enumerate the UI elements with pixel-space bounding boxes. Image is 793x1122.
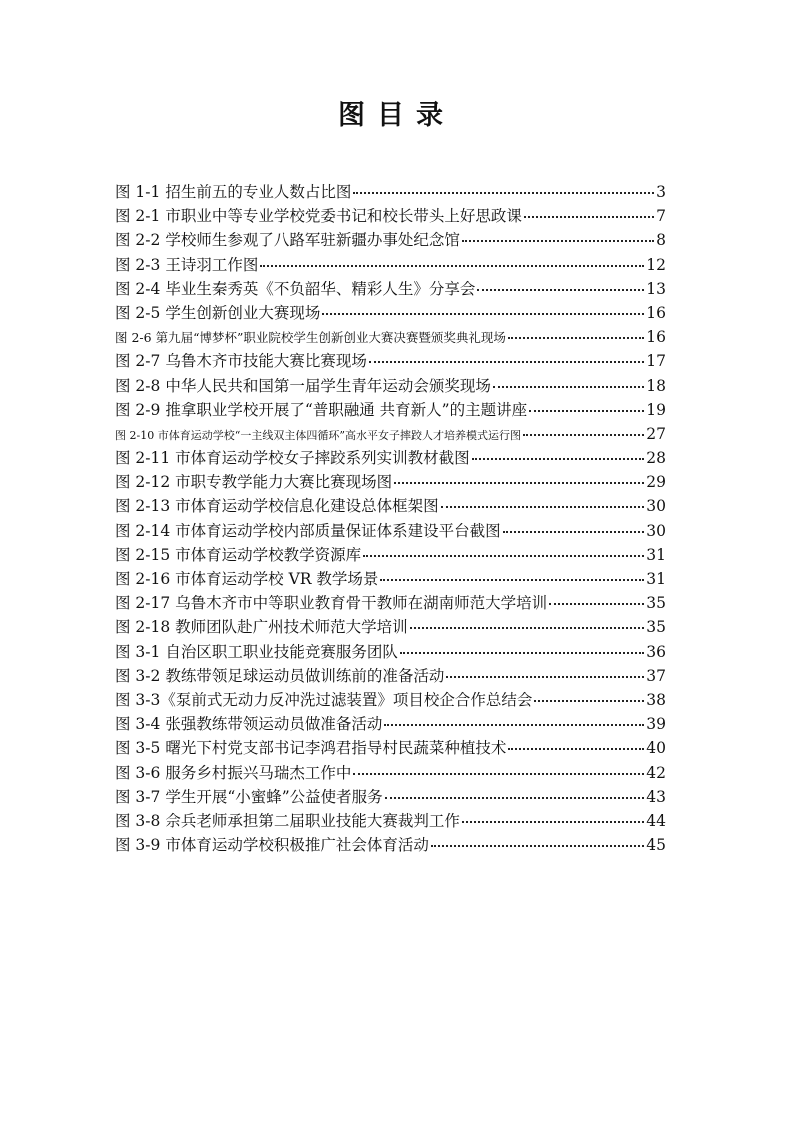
entry-label: 图 2-17 乌鲁木齐市中等职业教育骨干教师在湖南师范大学培训 (115, 594, 548, 613)
entry-page: 36 (646, 642, 666, 661)
toc-entry[interactable] (115, 253, 666, 277)
entry-page: 8 (656, 231, 666, 250)
entry-page: 45 (646, 836, 666, 855)
dot-leader (400, 651, 644, 654)
entry-label: 图 1-1 招生前五的专业人数占比图 (115, 183, 352, 201)
entry-page: 16 (646, 303, 666, 322)
toc-entry[interactable] (115, 761, 666, 785)
entry-label: 图 2-10 市体育运动学校“一主线双主体四循环”高水平女子摔跤人才培养模式运行图 (115, 428, 521, 442)
dot-leader (441, 505, 645, 508)
dot-leader (462, 239, 654, 242)
dot-leader (493, 385, 644, 388)
dot-leader (534, 699, 644, 702)
dot-leader (508, 336, 644, 339)
entry-page: 44 (646, 811, 666, 830)
entry-label: 图 3-8 佘兵老师承担第二届职业技能大赛裁判工作 (115, 811, 460, 830)
entry-label: 图 2-16 市体育运动学校 VR 教学场景 (115, 570, 379, 588)
dot-leader (394, 481, 644, 484)
entry-label: 图 2-2 学校师生参观了八路军驻新疆办事处纪念馆 (115, 231, 460, 250)
entry-page: 18 (646, 376, 666, 395)
entry-label: 图 3-6 服务乡村振兴马瑞杰工作中 (115, 763, 352, 782)
toc-entry[interactable] (115, 688, 666, 712)
entry-label: 图 3-3《泵前式无动力反冲洗过滤装置》项目校企合作总结会 (115, 690, 533, 709)
toc-entry[interactable] (115, 640, 666, 664)
toc-entry[interactable] (115, 494, 666, 518)
entry-page: 13 (646, 279, 666, 298)
toc-entry[interactable] (115, 615, 666, 639)
dot-leader (322, 312, 644, 315)
entry-label: 图 3-9 市体育运动学校积极推广社会体育活动 (115, 836, 429, 855)
dot-leader (384, 723, 644, 726)
dot-leader (446, 675, 644, 678)
entry-page: 42 (646, 763, 666, 782)
dot-leader (523, 433, 644, 436)
toc-entry[interactable] (115, 470, 666, 494)
toc-entry[interactable] (115, 446, 666, 470)
entry-label: 图 2-5 学生创新创业大赛现场 (115, 303, 321, 322)
entry-label: 图 2-9 推拿职业学校开展了“普职融通 共育新人”的主题讲座 (115, 400, 528, 419)
entry-page: 31 (646, 545, 666, 564)
dot-leader (462, 820, 644, 823)
toc-entry[interactable] (115, 325, 666, 349)
dot-leader (477, 288, 644, 291)
toc-entry[interactable] (115, 809, 666, 833)
entry-label: 图 2-18 教师团队赴广州技术师范大学培训 (115, 618, 408, 637)
entry-label: 图 3-1 自治区职工职业技能竞赛服务团队 (115, 642, 398, 661)
entry-label: 图 2-1 市职业中等专业学校党委书记和校长带头上好思政课 (115, 207, 522, 226)
dot-leader (529, 409, 644, 412)
toc-entry[interactable] (115, 349, 666, 373)
toc-entry[interactable] (115, 664, 666, 688)
toc-entry[interactable] (115, 277, 666, 301)
entry-label: 图 3-7 学生开展“小蜜蜂”公益使者服务 (115, 787, 383, 806)
dot-leader (385, 796, 645, 799)
entry-label: 图 2-15 市体育运动学校教学资源库 (115, 545, 362, 564)
entry-page: 30 (646, 497, 666, 516)
entry-label: 图 2-12 市职专教学能力大赛比赛现场图 (115, 473, 393, 492)
entry-label: 图 3-2 教练带领足球运动员做训练前的准备活动 (115, 666, 445, 685)
entry-label: 图 2-4 毕业生秦秀英《不负韶华、精彩人生》分享会 (115, 279, 476, 298)
dot-leader (353, 772, 644, 775)
dot-leader (472, 457, 645, 460)
entry-page: 28 (646, 449, 666, 468)
dot-leader (353, 191, 654, 194)
toc-entry[interactable] (115, 591, 666, 615)
entry-page: 31 (646, 570, 666, 588)
entry-page: 29 (646, 473, 666, 492)
toc-entry[interactable] (115, 519, 666, 543)
entry-page: 38 (646, 690, 666, 709)
toc-entry[interactable] (115, 543, 666, 567)
toc-entry[interactable] (115, 398, 666, 422)
dot-leader (410, 626, 645, 629)
toc-entry[interactable] (115, 228, 666, 252)
dot-leader (508, 747, 644, 750)
dot-leader (380, 578, 644, 581)
entry-page: 16 (646, 328, 666, 347)
dot-leader (549, 602, 644, 605)
entry-label: 图 2-11 市体育运动学校女子摔跤系列实训教材截图 (115, 449, 470, 468)
entry-page: 19 (646, 400, 666, 419)
entry-page: 27 (646, 424, 666, 443)
entry-page: 40 (646, 739, 666, 758)
entry-page: 35 (646, 618, 666, 637)
entry-page: 12 (646, 255, 666, 274)
entry-page: 30 (646, 521, 666, 540)
entry-page: 3 (656, 183, 666, 201)
entry-label: 图 2-8 中华人民共和国第一届学生青年运动会颁奖现场 (115, 376, 491, 395)
dot-leader (431, 844, 644, 847)
dot-leader (369, 360, 644, 363)
entry-label: 图 3-5 曙光下村党支部书记李鸿君指导村民蔬菜种植技术 (115, 739, 507, 758)
entry-label: 图 2-3 王诗羽工作图 (115, 255, 259, 274)
toc-entry[interactable] (115, 736, 666, 760)
entry-label: 图 3-4 张强教练带领运动员做准备活动 (115, 715, 383, 734)
toc-entry[interactable] (115, 422, 666, 446)
dot-leader (260, 264, 644, 267)
toc-entry[interactable] (115, 785, 666, 809)
entry-page: 17 (646, 352, 666, 371)
toc-entry[interactable] (115, 374, 666, 398)
dot-leader (503, 530, 645, 533)
entry-page: 39 (646, 715, 666, 734)
toc-entry[interactable] (115, 567, 666, 591)
entry-page: 43 (646, 787, 666, 806)
entry-page: 37 (646, 666, 666, 685)
entry-page: 35 (646, 594, 666, 613)
entry-label: 图 2-13 市体育运动学校信息化建设总体框架图 (115, 497, 439, 516)
toc-entry[interactable] (115, 833, 666, 857)
entry-page: 7 (656, 207, 666, 226)
toc-entry[interactable] (115, 301, 666, 325)
toc-entry[interactable] (115, 180, 666, 204)
page-title: 图目录 (338, 100, 455, 131)
entry-label: 图 2-7 乌鲁木齐市技能大赛比赛现场 (115, 352, 367, 371)
toc-entry[interactable] (115, 204, 666, 228)
figure-list (115, 180, 666, 857)
toc-entry[interactable] (115, 712, 666, 736)
entry-label: 图 2-6 第九届“博梦杯”职业院校学生创新创业大赛决赛暨颁奖典礼现场 (115, 330, 506, 346)
entry-label: 图 2-14 市体育运动学校内部质量保证体系建设平台截图 (115, 521, 501, 540)
dot-leader (363, 554, 644, 557)
dot-leader (524, 215, 654, 218)
